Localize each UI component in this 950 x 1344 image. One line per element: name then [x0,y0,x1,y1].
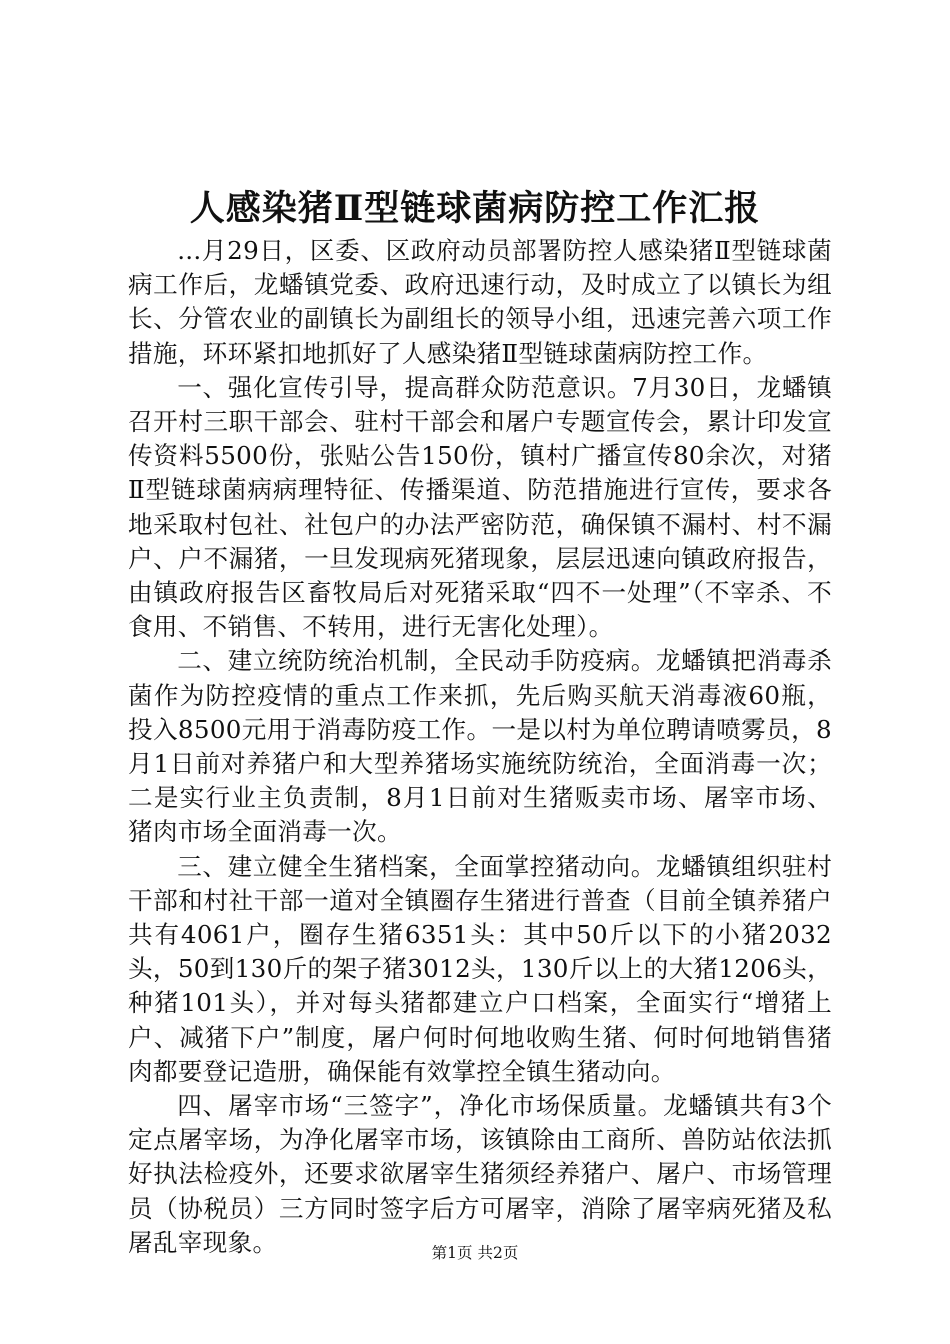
document-body [128,234,832,1260]
intro-paragraph: ...月29日，区委、区政府动员部署防控人感染猪Ⅱ型链球菌病工作后，龙蟠镇党委、政府迅速行动，及时成立了以镇长为组长、分管农业的副镇长为副组长的领导小组，迅速完善六项工作措施，环环紧扣地抓好了人感染猪Ⅱ型链球菌病防控工作。 [128,236,832,368]
paragraph-disinfection: 二、建立统防统治机制，全民动手防疫病。龙蟠镇把消毒杀菌作为防控疫情的重点工作来抓，先后购买航天消毒液60瓶，投入8500元用于消毒防疫工作。一是以村为单位聘请喷雾员，8月1日前对养猪户和大型养猪场实施统防统治，全面消毒一次；二是实行业主负责制，8月1日前对生猪贩卖市场、屠宰市场、猪肉市场全面消毒一次。 [128,646,832,847]
paragraph-slaughter-market: 四、屠宰市场“三签字”，净化市场保质量。龙蟠镇共有3个定点屠宰场，为净化屠宰市场，该镇除由工商所、兽防站依法抓好执法检疫外，还要求欲屠宰生猪须经养猪户、屠户、市场管理员（协税员）三方同时签字后方可屠宰，消除了屠宰病死猪及私屠乱宰现象。 [128,1091,832,1257]
document-title: 人感染猪Ⅱ型链球菌病防控工作汇报 [189,188,761,229]
paragraph-publicity: 一、强化宣传引导，提高群众防范意识。7月30日，龙蟠镇召开村三职干部会、驻村干部会和屠户专题宣传会，累计印发宣传资料5500份，张贴公告150份，镇村广播宣传80余次，对猪Ⅱ型链球菌病病理特征、传播渠道、防范措施进行宣传，要求各地采取村包社、社包户的办法严密防范，确保镇不漏村、村不漏户、户不漏猪，一旦发现病死猪现象，层层迅速向镇政府报告，由镇政府报告区畜牧局后对死猪采取“四不一处理”（不宰杀、不食用、不销售、不转用，进行无害化处理）。 [128,372,832,642]
page-number-footer: 第1页 共2页 [431,1244,519,1262]
paragraph-pig-records: 三、建立健全生猪档案，全面掌控猪动向。龙蟠镇组织驻村干部和村社干部一道对全镇圈存生猪进行普查（目前全镇养猪户共有4061户，圈存生猪6351头：其中50斤以下的小猪2032头，50到130斤的架子猪3012头，130斤以上的大猪1206头，种猪101头），并对每头猪都建立户口档案，全面实行“增猪上户、减猪下户”制度，屠户何时何地收购生猪、何时何地销售猪肉都要登记造册，确保能有效掌控全镇生猪动向。 [128,851,832,1086]
